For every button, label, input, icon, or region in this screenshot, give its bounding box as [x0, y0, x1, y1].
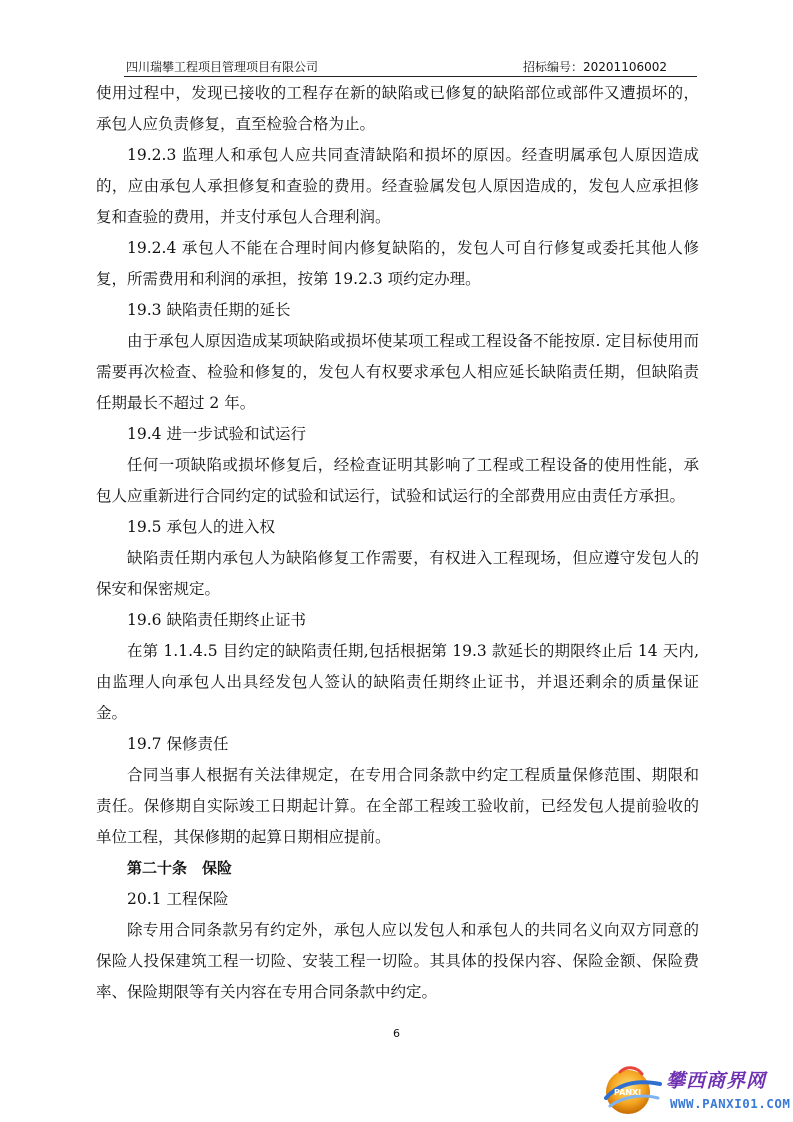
article-heading-20: 第二十条 保险 — [127, 859, 233, 877]
page-header — [124, 58, 697, 77]
watermark — [600, 1062, 790, 1118]
paragraph: 任何一项缺陷或损坏修复后，经检查证明其影响了工程或工程设备的使用性能，承包人应重新进行合同约定的试验和试运行，试验和试运行的全部费用应由责任方承担。 — [96, 456, 699, 505]
clause-19-2-3: 19.2.3 监理人和承包人应共同查清缺陷和损坏的原因。经查明属承包人原因造成的，应由承包人承担修复和查验的费用。经查验属发包人原因造成的，发包人应承担修复和查验的费用，并支付承包人合理利润。 — [96, 146, 699, 226]
paragraph: 使用过程中，发现已接收的工程存在新的缺陷或已修复的缺陷部位或部件又遭损坏的，承包人应负责修复，直至检验合格为止。 — [96, 84, 699, 133]
section-heading-19-7: 19.7 保修责任 — [127, 735, 229, 753]
clause-19-2-4: 19.2.4 承包人不能在合理时间内修复缺陷的，发包人可自行修复或委托其他人修复，所需费用和利润的承担，按第 19.2.3 项约定办理。 — [96, 239, 699, 288]
company-name: 四川瑞攀工程项目管理项目有限公司 — [126, 60, 319, 74]
section-heading-20-1: 20.1 工程保险 — [127, 890, 229, 908]
paragraph: 除专用合同条款另有约定外，承包人应以发包人和承包人的共同名义向双方同意的保险人投保建筑工程一切险、安装工程一切险。其具体的投保内容、保险金额、保险费率、保险期限等有关内容在专用合同条款中约定。 — [96, 921, 699, 1001]
paragraph: 由于承包人原因造成某项缺陷或损坏使某项工程或工程设备不能按原. 定目标使用而需要再次检查、检验和修复的，发包人有权要求承包人相应延长缺陷责任期，但缺陷责任期最长不超过 2 年。 — [96, 332, 699, 412]
section-heading-19-4: 19.4 进一步试验和试运行 — [127, 425, 306, 443]
watermark-url: WWW.PANXI01.COM — [670, 1096, 791, 1111]
document-body — [96, 78, 699, 1008]
bid-number: 招标编号：20201106002 — [523, 60, 667, 74]
paragraph: 在第 1.1.4.5 目约定的缺陷责任期,包括根据第 19.3 款延长的期限终止后 14 天内,由监理人向承包人出具经发包人签认的缺陷责任期终止证书，并退还剩余的质量保证金。 — [96, 642, 699, 722]
section-heading-19-6: 19.6 缺陷责任期终止证书 — [127, 611, 306, 629]
page-number: 6 — [393, 1027, 400, 1040]
paragraph: 缺陷责任期内承包人为缺陷修复工作需要，有权进入工程现场，但应遵守发包人的保安和保密规定。 — [96, 549, 699, 598]
section-heading-19-5: 19.5 承包人的进入权 — [127, 518, 275, 536]
watermark-logo-icon — [600, 1062, 666, 1118]
paragraph: 合同当事人根据有关法律规定，在专用合同条款中约定工程质量保修范围、期限和责任。保修期自实际竣工日期起计算。在全部工程竣工验收前，已经发包人提前验收的单位工程，其保修期的起算日期相应提前。 — [96, 766, 699, 846]
watermark-logo-text: PANXI — [614, 1088, 642, 1097]
section-heading-19-3: 19.3 缺陷责任期的延长 — [127, 301, 291, 319]
watermark-title: 攀西商界网 — [666, 1070, 767, 1092]
